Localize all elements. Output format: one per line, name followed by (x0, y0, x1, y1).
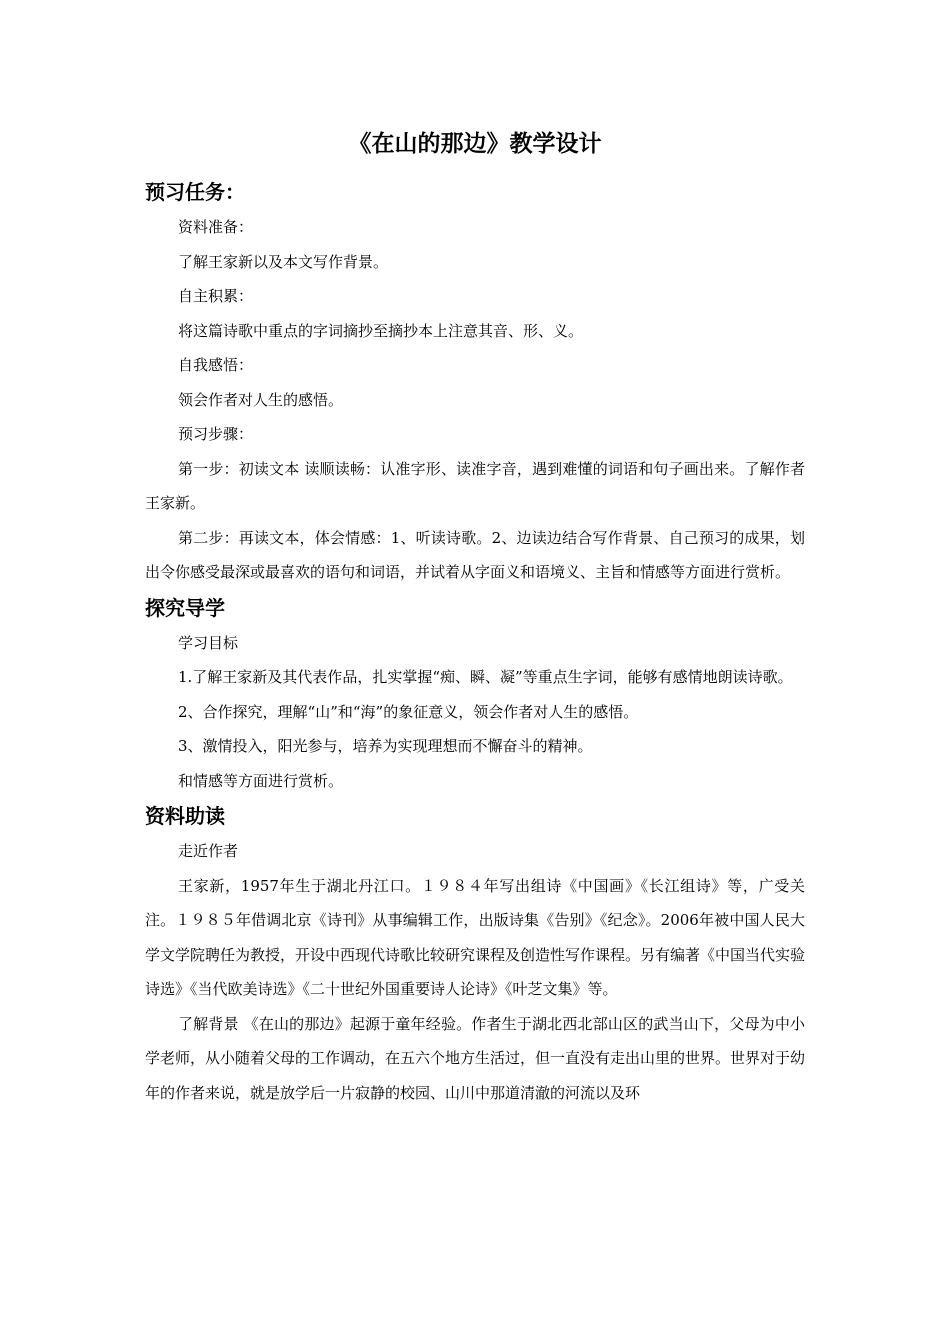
section-heading-reading-materials: 资料助读 (145, 804, 225, 828)
paragraph: 第二步：再读文本，体会情感：1、听读诗歌。2、边读边结合写作背景、自己预习的成果，划出令你感受最深或最喜欢的语句和词语，并试着从字面义和语境义、主旨和情感等方面进行赏析。 (145, 528, 805, 581)
paragraph: 学习目标 (178, 633, 239, 652)
paragraph: 预习步骤： (178, 425, 254, 443)
section-heading-preview-tasks: 预习任务： (145, 180, 245, 204)
paragraph: 自我感悟： (178, 356, 254, 374)
document-title: 《在山的那边》教学设计 (348, 131, 602, 157)
paragraph: 2、合作探究，理解“山”和“海”的象征意义，领会作者对人生的感悟。 (178, 702, 639, 721)
paragraph: 了解背景 《在山的那边》起源于童年经验。作者生于湖北西北部山区的武当山下，父母为中小学老师，从小随着父母的工作调动，在五六个地方生活过，但一直没有走出山里的世界。世界对于幼年的作者来说，就是放学后一片寂静的校园、山川中那道清澈的河流以及环 (145, 1014, 806, 1102)
paragraph: 了解王家新以及本文写作背景。 (178, 252, 389, 271)
paragraph: 1.了解王家新及其代表作品，扎实掌握“痴、瞬、凝”等重点生字词，能够有感情地朗读诗歌。 (178, 668, 793, 686)
paragraph: 自主积累： (178, 287, 254, 305)
paragraph: 资料准备： (178, 218, 254, 236)
paragraph: 将这篇诗歌中重点的字词摘抄至摘抄本上注意其音、形、义。 (178, 321, 584, 340)
paragraph: 第一步：初读文本 读顺读畅：认准字形、读准字音，遇到难懂的词语和句子画出来。了解作者王家新。 (145, 459, 805, 512)
paragraph: 3、激情投入，阳光参与，培养为实现理想而不懈奋斗的精神。 (178, 737, 593, 755)
document-body (145, 174, 805, 1110)
paragraph: 王家新，1957年生于湖北丹江口。１９８４年写出组诗《中国画》《长江组诗》等，广受关注。１９８５年借调北京《诗刊》从事编辑工作，出版诗集《告别》《纪念》。2006年被中国人民大学文学院聘任为教授，开设中西现代诗歌比较研究课程及创造性写作课程。另有编著《中国当代实验诗选》《当代欧美诗选》《二十世纪外国重要诗人论诗》《叶芝文集》等。 (145, 876, 806, 998)
paragraph: 领会作者对人生的感悟。 (178, 390, 344, 409)
paragraph: 走近作者 (178, 842, 239, 860)
paragraph: 和情感等方面进行赏析。 (178, 771, 344, 790)
section-heading-guided-inquiry: 探究导学 (145, 595, 225, 620)
